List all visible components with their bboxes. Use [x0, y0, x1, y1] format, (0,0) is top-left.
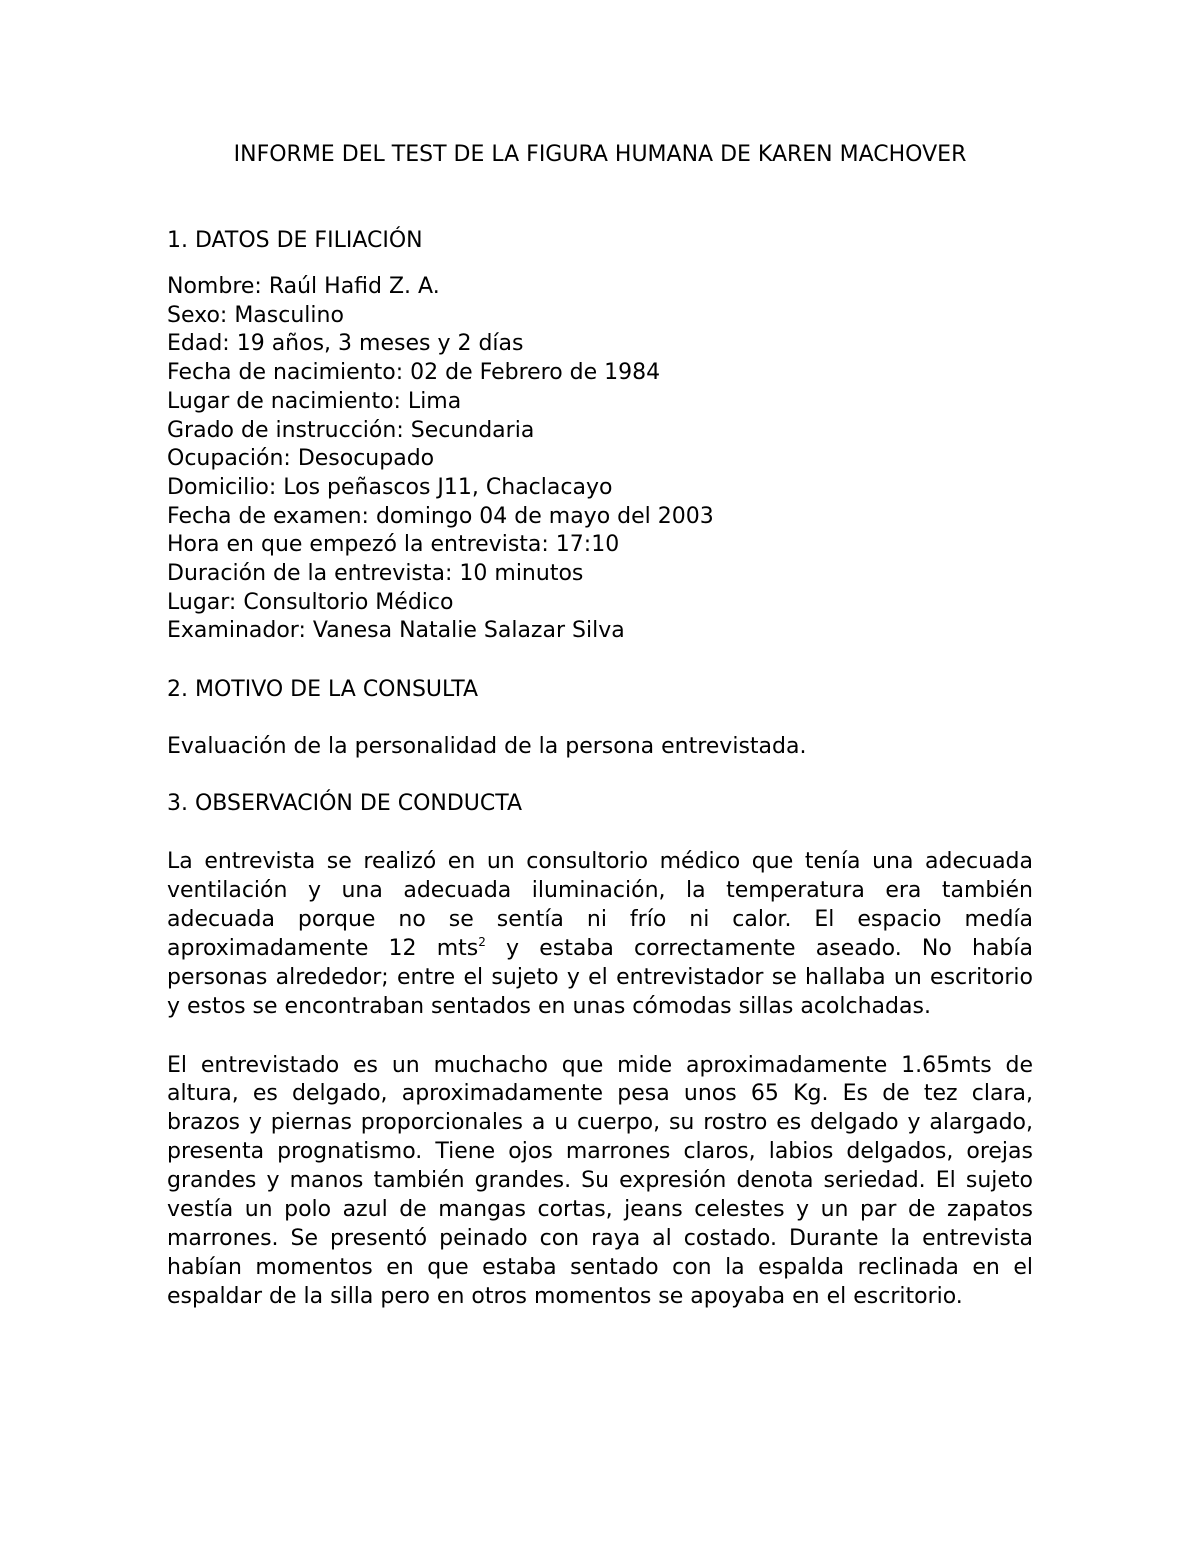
observacion-paragraph-1-part-a: La entrevista se realizó en un consultorio médico que tenía una adecuada ventilación y una adecuada iluminación, la temperatura era también adecuada porque no se sentía ni frío ni calor. El espacio medía aproximadamente 12 mts [167, 849, 1033, 961]
filiacion-lugar: Lugar: Consultorio Médico [167, 589, 454, 615]
filiacion-sexo: Sexo: Masculino [167, 302, 344, 328]
document-page [167, 140, 1033, 1312]
superscript-2: 2 [478, 934, 486, 949]
section-heading-observacion-conducta: 3. OBSERVACIÓN DE CONDUCTA [167, 791, 523, 817]
section-heading-motivo-consulta: 2. MOTIVO DE LA CONSULTA [167, 677, 479, 703]
filiacion-domicilio: Domicilio: Los peñascos J11, Chaclacayo [167, 474, 613, 500]
section-heading-datos-filiacion: 1. DATOS DE FILIACIÓN [167, 228, 423, 253]
filiacion-ocupacion: Ocupación: Desocupado [167, 446, 435, 472]
observacion-paragraph-2: El entrevistado es un muchacho que mide aproximadamente 1.65mts de altura, es delgado, aproximadamente pesa unos 65 Kg. Es de tez clara, brazos y piernas proporcionales a u cuerpo, su rostro es delgado y alargado, presenta prognatismo. Tiene ojos marrones claros, labios delgados, orejas grandes y manos también grandes. Su expresión denota seriedad. El sujeto vestía un polo azul de mangas cortas, jeans celestes y un par de zapatos marrones. Se presentó peinado con raya al costado. Durante la entrevista habían momentos en que estaba sentado con la espalda reclinada en el espaldar de la silla pero en otros momentos se apoyaba en el escritorio. [167, 1052, 1033, 1309]
motivo-text: Evaluación de la personalidad de la persona entrevistada. [167, 734, 807, 760]
filiacion-nombre: Nombre: Raúl Hafid Z. A. [167, 274, 440, 299]
filiacion-duracion: Duración de la entrevista: 10 minutos [167, 561, 584, 587]
observacion-paragraph-1-part-b: y estaba correctamente aseado. No había personas alrededor; entre el sujeto y el entrevistador se hallaba un escritorio y estos se encontraban sentados en unas cómodas sillas acolchadas. [167, 935, 1033, 1019]
document-title: INFORME DEL TEST DE LA FIGURA HUMANA DE KAREN MACHOVER [233, 142, 967, 167]
filiacion-list [167, 273, 1033, 646]
filiacion-grado-instruccion: Grado de instrucción: Secundaria [167, 417, 535, 443]
filiacion-hora-entrevista: Hora en que empezó la entrevista: 17:10 [167, 532, 620, 558]
filiacion-examinador: Examinador: Vanesa Natalie Salazar Silva [167, 618, 625, 644]
filiacion-fecha-nacimiento: Fecha de nacimiento: 02 de Febrero de 1984 [167, 360, 661, 386]
filiacion-edad: Edad: 19 años, 3 meses y 2 días [167, 331, 524, 357]
observacion-paragraph-1 [167, 848, 1033, 1021]
filiacion-lugar-nacimiento: Lugar de nacimiento: Lima [167, 388, 462, 414]
filiacion-fecha-examen: Fecha de examen: domingo 04 de mayo del 2003 [167, 503, 714, 529]
